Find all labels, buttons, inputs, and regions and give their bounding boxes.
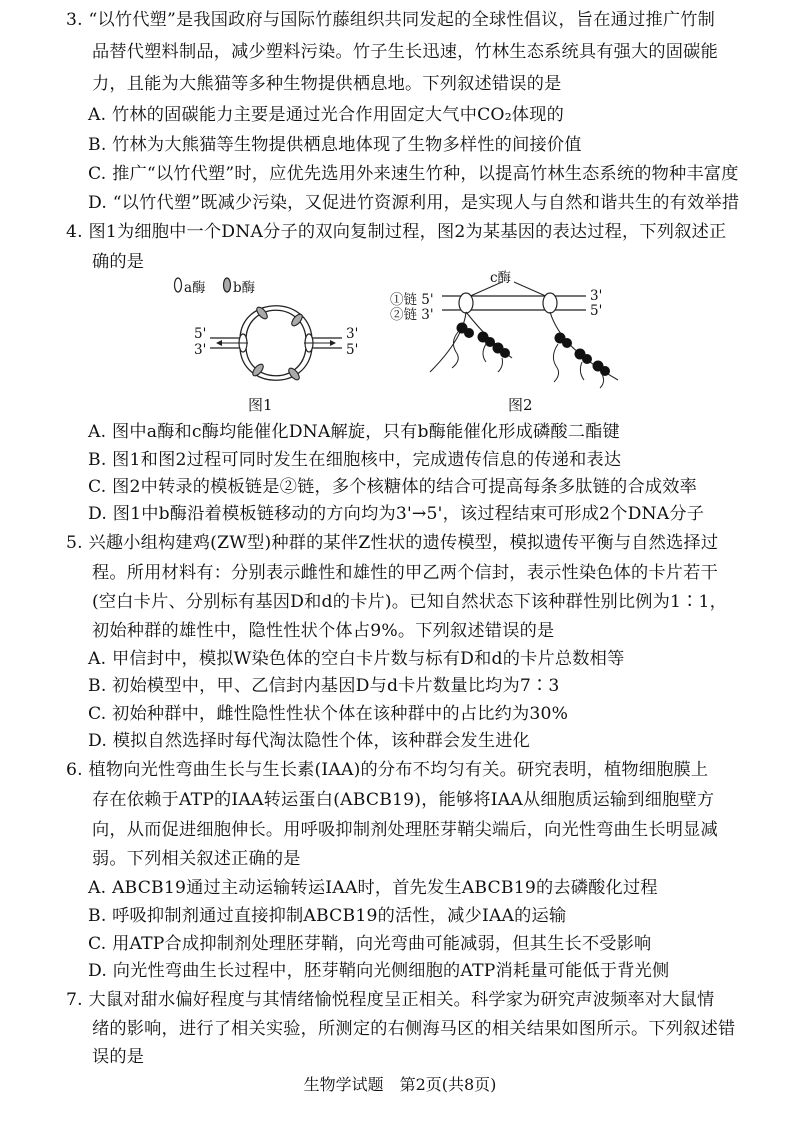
q6-stem-line: 弱。下列相关叙述正确的是 — [92, 849, 301, 869]
strand-end-label: 5' — [194, 326, 207, 342]
q4-stem-line: 确的是 — [92, 252, 145, 272]
polypeptide-chain — [553, 344, 558, 382]
q4-option-a: A. 图中a酶和c酶均能催化DNA解旋，只有b酶能催化形成磷酸二酯键 — [88, 422, 620, 442]
c-enzyme-right — [543, 293, 557, 313]
q4-option-d: D. 图1中b酶沿着模板链移动的方向均为3'→5'，该过程结束可形成2个DNA分子 — [88, 504, 705, 524]
polypeptide-chain — [483, 344, 486, 362]
page-footer: 生物学试题 第2页(共8页) — [303, 1075, 497, 1094]
legend-a-enzyme-label: a酶 — [184, 280, 206, 296]
q6-stem-line: 6. 植物向光性弯曲生长与生长素(IAA)的分布不均匀有关。研究表明，植物细胞膜上 — [66, 760, 709, 780]
q3-option-d: D. “以竹代塑”既减少污染，又促进竹资源利用，是实现人与自然和谐共生的有效举措 — [88, 193, 740, 213]
chain-1-label: ①链 5' — [390, 292, 434, 308]
ribosome — [500, 348, 510, 358]
polypeptide-chain — [498, 358, 503, 372]
figure-2-svg — [390, 262, 640, 402]
q6-option-c: C. 用ATP合成抑制剂处理胚芽鞘，向光弯曲可能减弱，但其生长不受影响 — [88, 934, 652, 954]
q3-stem-line: 3. “以竹代塑”是我国政府与国际竹藤组织共同发起的全球性倡议，旨在通过推广竹制 — [66, 10, 716, 30]
chain-1-end-label: 3' — [590, 288, 603, 304]
q6-option-a: A. ABCB19通过主动运输转运IAA时，首先发生ABCB19的去磷酸化过程 — [88, 878, 658, 898]
q3-option-c: C. 推广“以竹代塑”时，应优先选用外来速生竹种，以提高竹林生态系统的物种丰富度 — [88, 164, 739, 184]
q5-option-b: B. 初始模型中，甲、乙信封内基因D与d卡片数量比均为7∶3 — [88, 676, 560, 696]
b-enzyme — [251, 362, 265, 377]
q5-option-a: A. 甲信封中，模拟W染色体的空白卡片数与标有D和d的卡片总数相等 — [88, 649, 625, 669]
b-enzyme — [255, 305, 269, 320]
q7-stem-line: 绪的影响，进行了相关实验，所测定的右侧海马区的相关结果如图所示。下列叙述错 — [92, 1019, 736, 1039]
strand-end-label: 3' — [346, 326, 359, 342]
q5-option-d: D. 模拟自然选择时每代淘汰隐性个体，该种群会发生进化 — [88, 731, 530, 751]
fork-arrowhead-left — [216, 340, 222, 346]
strand-end-label: 3' — [194, 342, 207, 358]
c-enzyme-pointer — [514, 282, 548, 297]
figure-1-caption: 图1 — [248, 396, 273, 414]
c-enzyme-label: c酶 — [490, 270, 512, 286]
c-enzyme-left — [459, 293, 473, 313]
q7-stem-line: 7. 大鼠对甜水偏好程度与其情绪愉悦程度呈正相关。科学家为研究声波频率对大鼠情 — [66, 990, 715, 1010]
q4-option-c: C. 图2中转录的模板链是②链，多个核糖体的结合可提高每条多肽链的合成效率 — [88, 477, 697, 497]
legend-a-enzyme-icon — [175, 278, 182, 292]
q7-stem-line: 误的是 — [92, 1047, 145, 1067]
b-enzyme — [287, 366, 301, 381]
q3-option-a: A. 竹林的固碳能力主要是通过光合作用固定大气中CO₂体现的 — [88, 105, 564, 125]
legend-b-enzyme-icon — [224, 278, 231, 292]
q3-stem-line: 品替代塑料制品，减少塑料污染。竹子生长迅速，竹林生态系统具有强大的固碳能 — [92, 42, 718, 62]
q4-option-b: B. 图1和图2过程可同时发生在细胞核中，完成遗传信息的传递和表达 — [88, 450, 622, 470]
fork-arrowhead-right — [330, 340, 336, 346]
q3-option-b: B. 竹林为大熊猫等生物提供栖息地体现了生物多样性的间接价值 — [88, 135, 582, 155]
ribosome — [562, 338, 572, 348]
q6-stem-line: 向，从而促进细胞伸长。用呼吸抑制剂处理胚芽鞘尖端后，向光性弯曲生长明显减 — [92, 820, 718, 840]
polypeptide-chain — [580, 362, 584, 380]
mrna-strand-left — [430, 312, 466, 372]
q5-stem-line: 程。所用材料有：分别表示雌性和雄性的甲乙两个信封，表示性染色体的卡片若干 — [92, 563, 718, 583]
q5-stem-line: (空白卡片、分别标有基因D和d的卡片)。已知自然状态下该种群性别比例为1∶1， — [92, 592, 728, 612]
ribosome-group — [457, 323, 611, 377]
chain-2-end-label: 5' — [590, 303, 603, 319]
ribosome — [600, 366, 610, 376]
legend-b-enzyme-label: b酶 — [233, 280, 256, 296]
chain-2-label: ②链 3' — [390, 307, 434, 323]
figure-2-gene-expression — [390, 262, 640, 402]
q6-stem-line: 存在依赖于ATP的IAA转运蛋白(ABCB19)，能够将IAA从细胞质运输到细胞壁方 — [92, 790, 715, 810]
q6-option-b: B. 呼吸抑制剂通过直接抑制ABCB19的活性，减少IAA的运输 — [88, 906, 567, 926]
ribosome — [582, 354, 592, 364]
q6-option-d: D. 向光性弯曲生长过程中，胚芽鞘向光侧细胞的ATP消耗量可能低于背光侧 — [88, 961, 670, 981]
polypeptide-chain — [600, 374, 604, 388]
q3-stem-line: 力，且能为大熊猫等多种生物提供栖息地。下列叙述错误的是 — [92, 74, 562, 94]
q4-stem-line: 4. 图1为细胞中一个DNA分子的双向复制过程，图2为某基因的表达过程，下列叙述正 — [66, 222, 727, 242]
q5-stem-line: 初始种群的雄性中，隐性性状个体占9%。下列叙述错误的是 — [92, 621, 555, 641]
figure-2-caption: 图2 — [508, 396, 533, 414]
q5-stem-line: 5. 兴趣小组构建鸡(ZW型)种群的某伴Z性状的遗传模型，模拟遗传平衡与自然选择过 — [66, 533, 719, 553]
ribosome — [464, 328, 474, 338]
q5-option-c: C. 初始种群中，雌性隐性性状个体在该种群中的占比约为30% — [88, 704, 569, 724]
strand-end-label: 5' — [346, 342, 359, 358]
